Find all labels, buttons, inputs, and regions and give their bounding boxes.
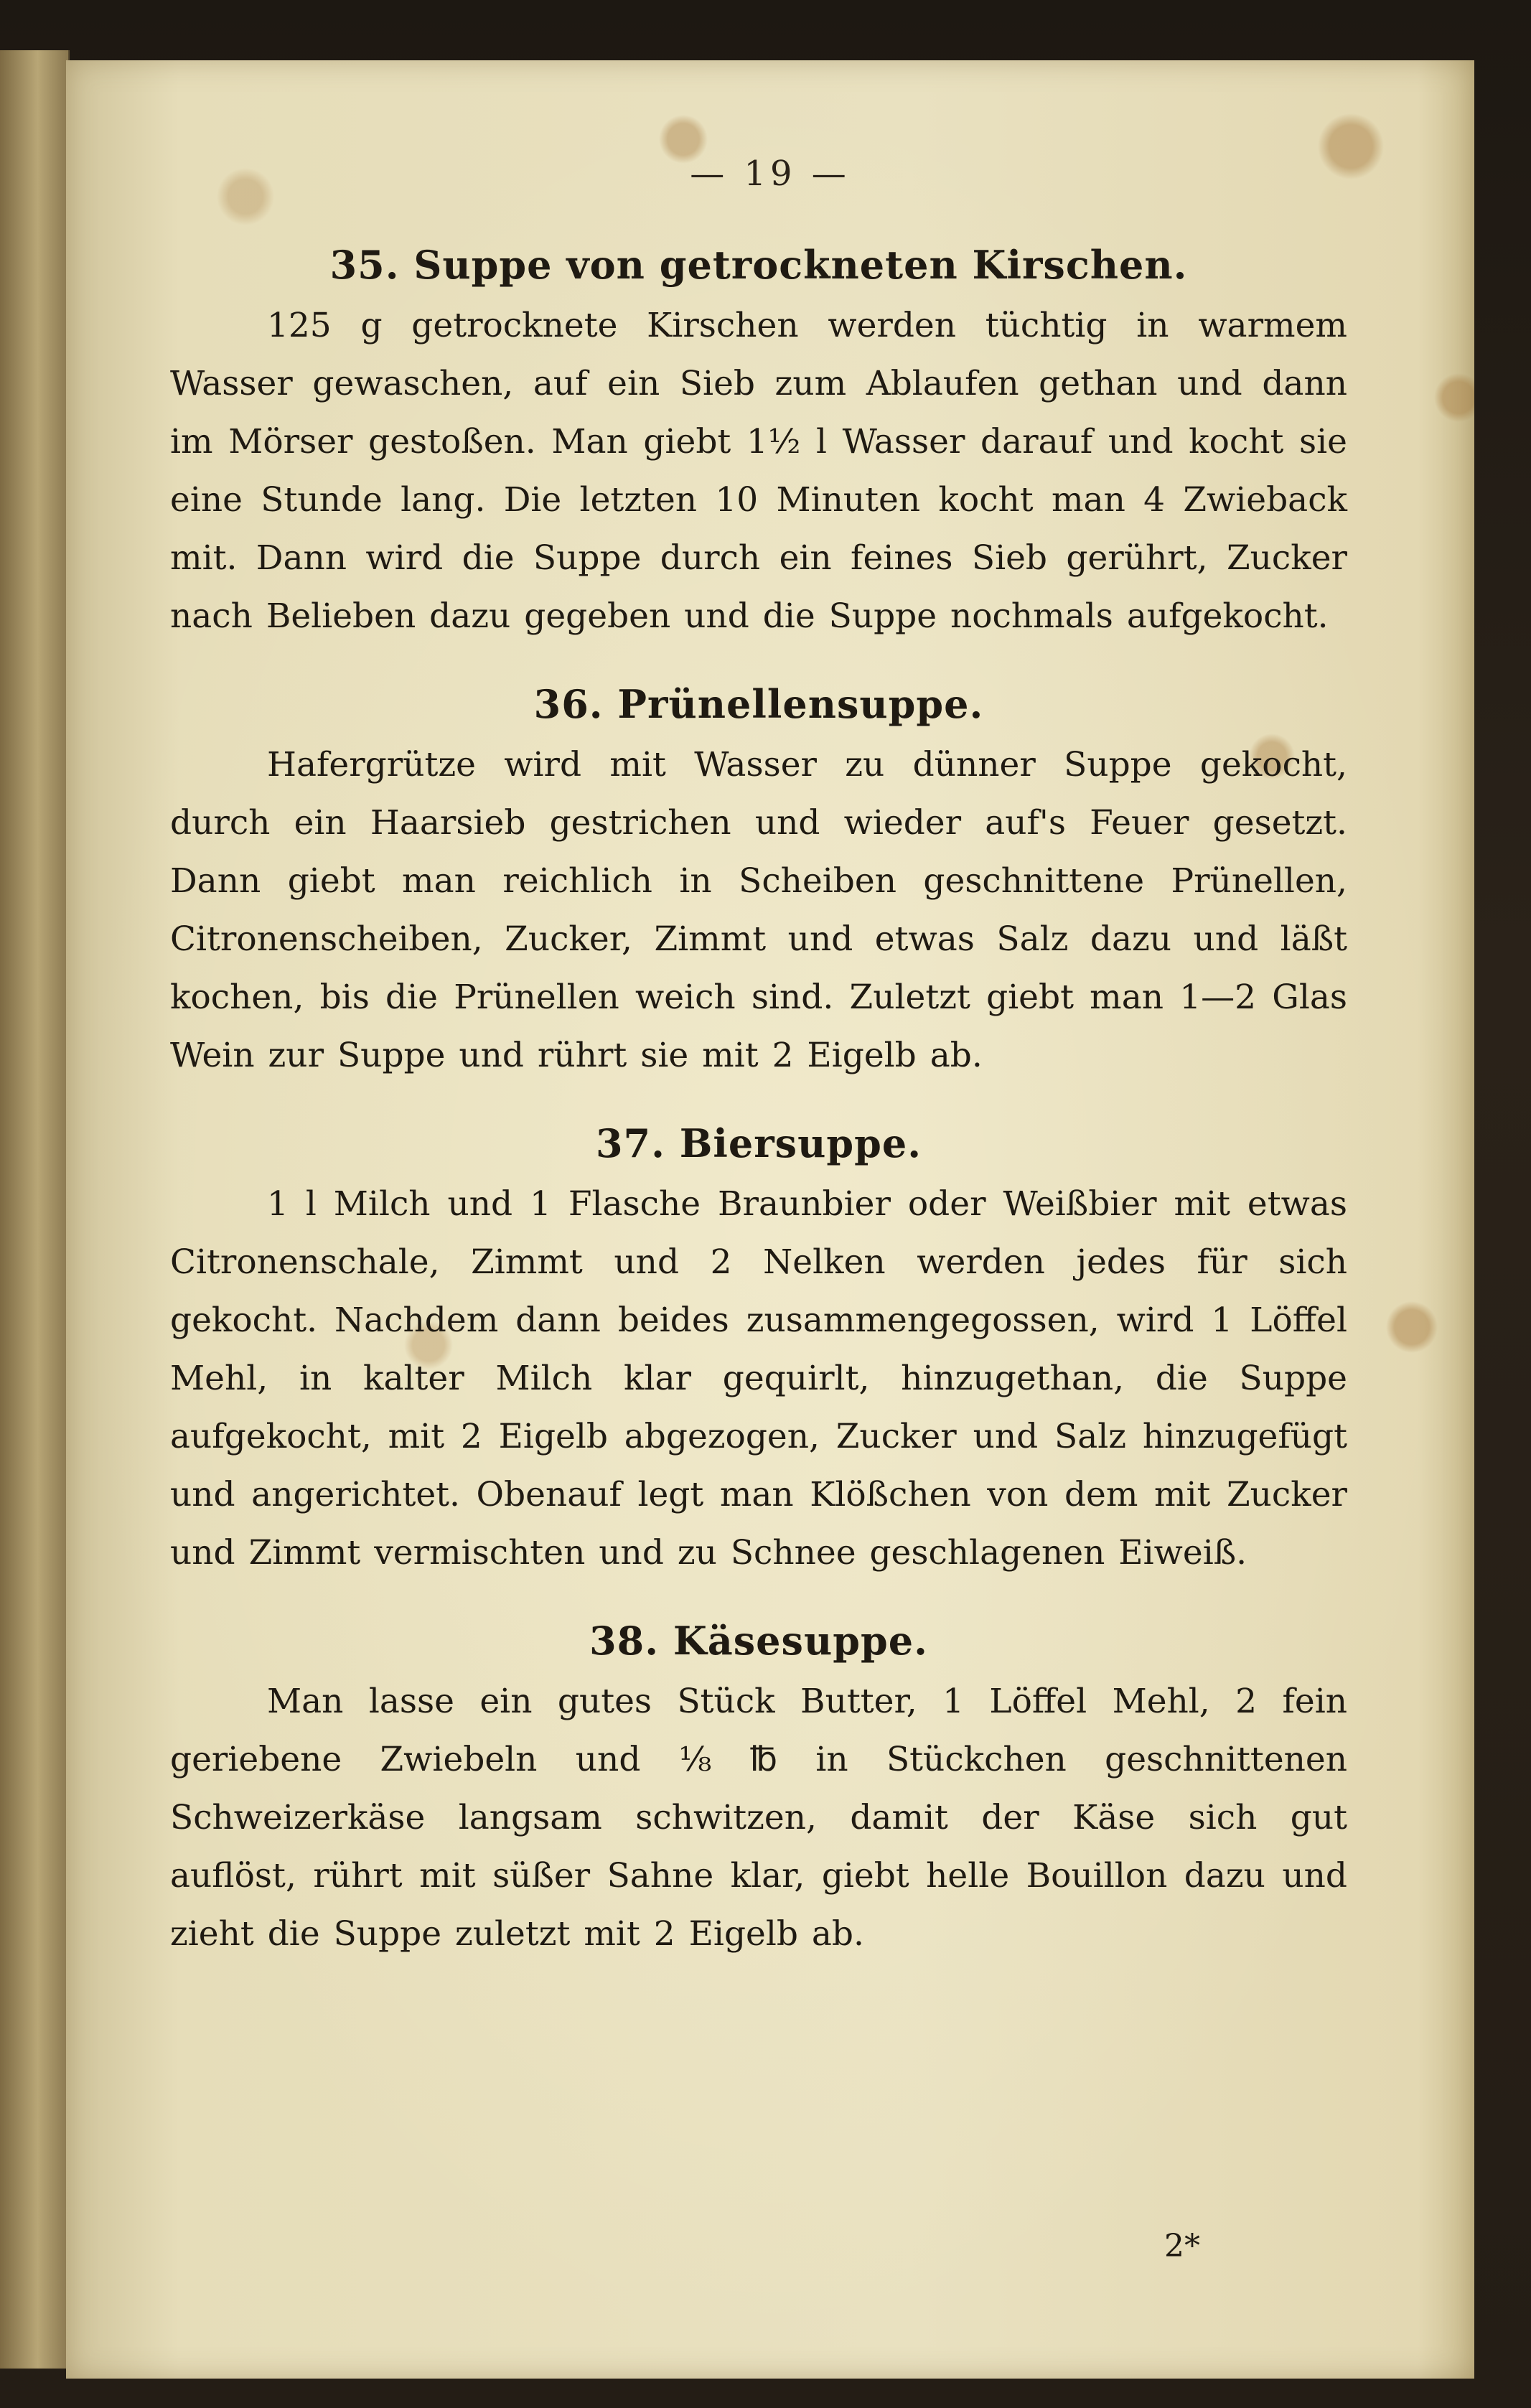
recipe-section	[170, 236, 1347, 645]
recipe-heading: 37. Biersuppe.	[595, 1120, 922, 1166]
recipe-section	[170, 675, 1347, 1084]
recipe-text: 125 g getrocknete Kirschen werden tüchtig in warmem Wasser gewaschen, auf ein Sieb zum Ablaufen gethan und dann im Mörser gestoßen. Man giebt 1½ l Wasser darauf und kocht sie eine Stunde lang. Die letzten 10 Minuten kocht man 4 Zwieback mit. Dann wird die Suppe durch ein feines Sieb gerührt, Zucker nach Belieben dazu gegeben und die Suppe nochmals aufgekocht.	[170, 306, 1347, 636]
left-page-edge	[0, 50, 70, 2369]
recipe-section	[170, 1612, 1347, 1963]
signature-mark: 2*	[1164, 2228, 1200, 2264]
recipe-text: Man lasse ein gutes Stück Butter, 1 Löffel Mehl, 2 fein geriebene Zwiebeln und ⅛ ℔ in Stückchen geschnittenen Schweizerkäse langsam schwitzen, damit der Käse sich gut auflöst, rührt mit süßer Sahne klar, giebt helle Bouillon dazu und zieht die Suppe zuletzt mit 2 Eigelb ab.	[170, 1682, 1347, 1954]
recipe-section	[170, 1115, 1347, 1582]
recipe-heading: 38. Käsesuppe.	[589, 1618, 928, 1664]
recipe-text: Hafergrütze wird mit Wasser zu dünner Suppe gekocht, durch ein Haarsieb gestrichen und wieder auf's Feuer gesetzt. Dann giebt man reichlich in Scheiben geschnittene Prünellen, Citronenscheiben, Zucker, Zimmt und etwas Salz dazu und läßt kochen, bis die Prünellen weich sind. Zuletzt giebt man 1—2 Glas Wein zur Suppe und rührt sie mit 2 Eigelb ab.	[170, 745, 1347, 1075]
recipe-text: 1 l Milch und 1 Flasche Braunbier oder Weißbier mit etwas Citronenschale, Zimmt und 2 Nelken werden jedes für sich gekocht. Nachdem dann beides zusammengegossen, wird 1 Löffel Mehl, in kalter Milch klar gequirlt, hinzugethan, die Suppe aufgekocht, mit 2 Eigelb abgezogen, Zucker und Salz hinzugefügt und angerichtet. Obenauf legt man Klößchen von dem mit Zucker und Zimmt vermischten und zu Schnee geschlagenen Eiweiß.	[170, 1184, 1347, 1573]
page-number: — 19 —	[690, 154, 851, 194]
page-content	[170, 236, 1347, 1993]
recipe-heading: 35. Suppe von getrockneten Kirschen.	[329, 242, 1188, 288]
recipe-heading: 36. Prünellensuppe.	[533, 681, 984, 727]
book-page	[66, 60, 1474, 2379]
